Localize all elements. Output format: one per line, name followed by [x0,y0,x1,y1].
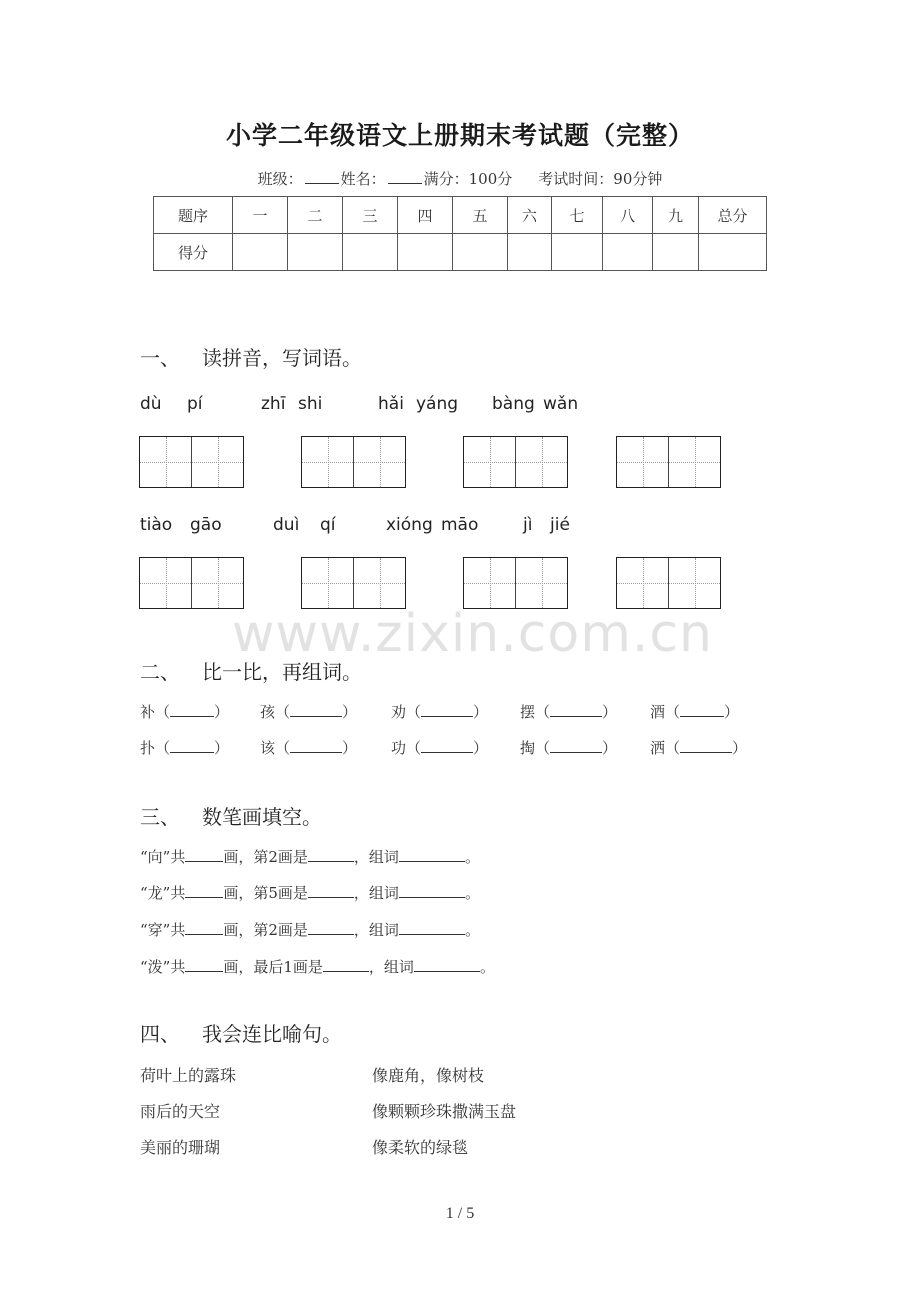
column-header: 七 [552,197,603,234]
open-paren: （ [665,703,681,721]
word-blank[interactable] [399,847,465,862]
section-number: 二、 [140,660,180,684]
score-cell[interactable] [603,234,653,271]
stroke-count-blank[interactable] [185,920,223,935]
open-paren: （ [406,703,422,721]
score-cell[interactable] [233,234,288,271]
row-label-cell: 题序 [154,197,233,234]
close-paren: ） [342,739,358,757]
open-paren: （ [155,739,171,757]
stroke-blank[interactable] [308,883,354,898]
compare-char: 洒 [650,739,666,757]
pinyin: zhī [261,394,286,414]
pinyin: yáng [416,394,459,414]
pinyin-row-1 [140,394,760,418]
compare-char: 扑 [140,739,156,757]
column-header: 一 [233,197,288,234]
tian-grid-box[interactable] [616,557,721,609]
tian-grid-box[interactable] [139,557,244,609]
close-paren: ） [342,703,358,721]
match-left-item[interactable]: 荷叶上的露珠 [140,1066,237,1085]
close-paren: ） [724,703,740,721]
stroke-question [140,846,480,867]
score-table-score-row [154,234,767,271]
page-number: 1 / 5 [445,1205,475,1222]
stroke-blank[interactable] [323,957,369,972]
class-label: 班级： [257,170,303,188]
word-blank[interactable] [399,920,465,935]
period: 。 [464,884,480,902]
tian-grid-box[interactable] [139,436,244,488]
answer-blank[interactable] [290,702,342,717]
gong-label: 共 [170,921,186,939]
column-header: 二 [288,197,343,234]
section-2-heading [140,656,362,685]
stroke-question [140,882,480,903]
watermark: www.zixin.com.cn [232,604,713,664]
stroke-count-blank[interactable] [185,883,223,898]
period: 。 [464,848,480,866]
answer-blank[interactable] [421,738,473,753]
name-blank[interactable] [388,169,422,184]
answer-blank[interactable] [680,702,724,717]
pinyin: jié [550,515,570,535]
tian-grid-box[interactable] [463,436,568,488]
stroke-question [140,919,480,940]
full-score: 满分：100分 [423,170,513,188]
stroke-count-blank[interactable] [185,957,223,972]
tian-grid-box[interactable] [301,436,406,488]
zuci-label: ，组词 [368,958,414,976]
score-table-header-row [154,197,767,234]
section-title: 比一比，再组词。 [202,660,362,684]
section-number: 四、 [140,1022,180,1046]
target-char: “穿” [140,921,171,939]
close-paren: ） [602,703,618,721]
answer-blank[interactable] [170,738,214,753]
open-paren: （ [665,739,681,757]
match-right-item[interactable]: 像颗颗珍珠撒满玉盘 [372,1102,517,1121]
compare-char: 补 [140,703,156,721]
pinyin: wǎn [543,394,579,414]
section-title: 读拼音，写词语。 [202,346,362,370]
column-header: 五 [453,197,508,234]
pinyin: pí [187,394,203,414]
close-paren: ） [214,703,230,721]
section-1-heading [140,342,362,371]
close-paren: ） [602,739,618,757]
row-label-cell: 得分 [154,234,233,271]
tian-grid-box[interactable] [301,557,406,609]
column-header: 六 [508,197,552,234]
pinyin: tiào [140,515,173,535]
close-paren: ） [214,739,230,757]
pinyin: shi [298,394,323,414]
hua-label: 画， [223,958,254,976]
stroke-question [140,956,495,977]
class-blank[interactable] [305,169,339,184]
pinyin: gāo [190,515,222,535]
section-title: 我会连比喻句。 [202,1022,342,1046]
close-paren: ） [473,703,489,721]
exam-time: 考试时间：90分钟 [538,170,663,188]
zuci-label: ，组词 [353,884,399,902]
match-right-item[interactable]: 像鹿角，像树枝 [372,1066,485,1085]
answer-blank[interactable] [421,702,473,717]
compare-char: 劝 [391,703,407,721]
hua-label: 画， [223,884,254,902]
nth-stroke-label: 第2画是 [253,848,308,866]
open-paren: （ [275,703,291,721]
pinyin: dù [140,394,162,414]
score-table [153,196,767,271]
pinyin-row-2 [140,515,760,539]
nth-stroke-label: 第5画是 [253,884,308,902]
section-number: 三、 [140,805,180,829]
word-blank[interactable] [399,883,465,898]
pinyin: bàng [492,394,535,414]
score-cell[interactable] [552,234,603,271]
open-paren: （ [535,703,551,721]
section-4-heading [140,1018,342,1047]
column-header: 九 [653,197,699,234]
gong-label: 共 [170,848,186,866]
close-paren: ） [473,739,489,757]
gong-label: 共 [170,958,186,976]
word-blank[interactable] [414,957,480,972]
hua-label: 画， [223,921,254,939]
score-cell[interactable] [508,234,552,271]
pinyin: māo [441,515,479,535]
document-title: 小学二年级语文上册期末考试题（完整） [225,121,694,150]
compare-char: 该 [260,739,276,757]
pinyin: xióng [386,515,433,535]
section-number: 一、 [140,346,180,370]
open-paren: （ [275,739,291,757]
open-paren: （ [535,739,551,757]
stroke-blank[interactable] [308,847,354,862]
column-header: 八 [603,197,653,234]
answer-blank[interactable] [550,702,602,717]
stroke-count-blank[interactable] [185,847,223,862]
zuci-label: ，组词 [353,921,399,939]
period: 。 [464,921,480,939]
zuci-label: ，组词 [353,848,399,866]
tian-grid-box[interactable] [463,557,568,609]
tian-grid-box[interactable] [616,436,721,488]
nth-stroke-label: 最后1画是 [253,958,323,976]
score-cell[interactable] [398,234,453,271]
pinyin: jì [523,515,533,535]
match-right-item[interactable]: 像柔软的绿毯 [372,1138,469,1157]
target-char: “龙” [140,884,171,902]
pinyin: duì [273,515,300,535]
compare-row-2 [140,737,780,759]
score-cell[interactable] [699,234,767,271]
score-cell[interactable] [653,234,699,271]
name-label: 姓名： [340,170,386,188]
answer-blank[interactable] [680,738,732,753]
compare-row-1 [140,701,780,723]
nth-stroke-label: 第2画是 [253,921,308,939]
column-header: 三 [343,197,398,234]
score-cell[interactable] [288,234,343,271]
target-char: “向” [140,848,171,866]
gong-label: 共 [170,884,186,902]
score-cell[interactable] [343,234,398,271]
match-left-item[interactable]: 雨后的天空 [140,1102,221,1121]
compare-char: 摆 [520,703,536,721]
column-header: 四 [398,197,453,234]
exam-info-line [0,168,920,189]
match-left-item[interactable]: 美丽的珊瑚 [140,1138,221,1157]
pinyin: qí [320,515,336,535]
period: 。 [479,958,495,976]
close-paren: ） [732,739,748,757]
pinyin: hǎi [378,394,404,414]
section-title: 数笔画填空。 [202,805,322,829]
column-header: 总分 [699,197,767,234]
score-cell[interactable] [453,234,508,271]
answer-blank[interactable] [290,738,342,753]
answer-blank[interactable] [170,702,214,717]
compare-char: 孩 [260,703,276,721]
section-3-heading [140,801,322,830]
stroke-blank[interactable] [308,920,354,935]
compare-char: 酒 [650,703,666,721]
open-paren: （ [406,739,422,757]
open-paren: （ [155,703,171,721]
answer-blank[interactable] [550,738,602,753]
hua-label: 画， [223,848,254,866]
compare-char: 功 [391,739,407,757]
compare-char: 掏 [520,739,536,757]
target-char: “泼” [140,958,171,976]
